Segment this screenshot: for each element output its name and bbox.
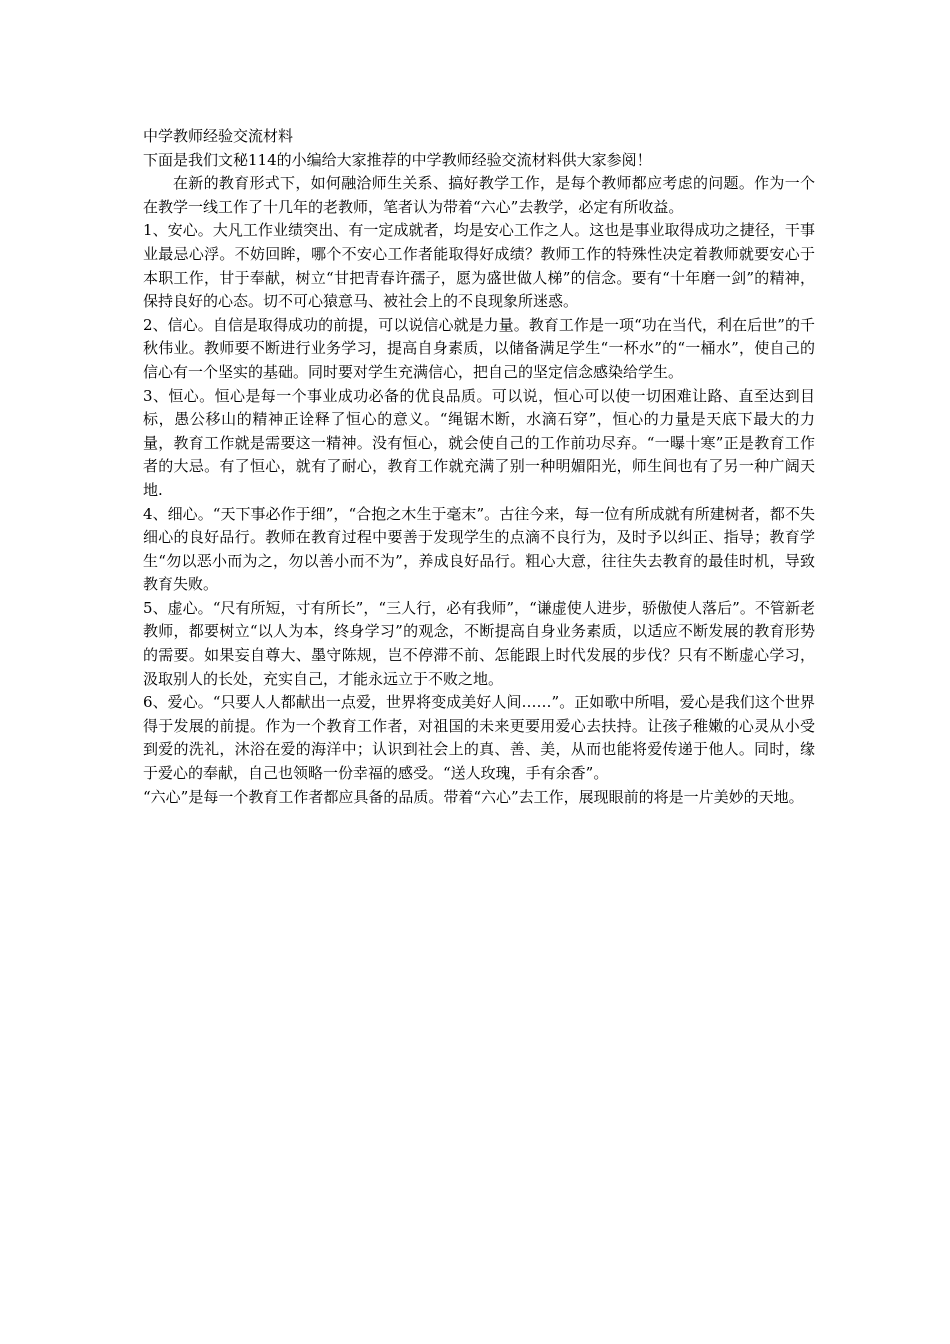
closing-paragraph: “六心”是每一个教育工作者都应具备的品质。带着“六心”去工作，展现眼前的将是一片美妙的天地。	[143, 787, 804, 806]
opening-paragraph: 在新的教育形式下，如何融洽师生关系、搞好教学工作，是每个教师都应考虑的问题。作为一个在教学一线工作了十几年的老教师，笔者认为带着“六心”去教学，必定有所收益。	[143, 174, 815, 216]
document-title: 中学教师经验交流材料	[143, 127, 294, 145]
document-body	[143, 125, 815, 809]
paragraph-xixin: 4、细心。“天下事必作于细”，“合抱之木生于毫末”。古往今来，每一位有所成就有所建树者，都不失细心的良好品行。教师在教育过程中要善于发现学生的点滴不良行为，及时予以纠正、指导；教育学生“勿以恶小而为之，勿以善小而不为”，养成良好品行。粗心大意，往往失去教育的最佳时机，导致教育失败。	[143, 504, 815, 594]
paragraph-xuxin: 5、虚心。“尺有所短，寸有所长”，“三人行，必有我师”，“谦虚使人进步，骄傲使人落后”。不管新老教师，都要树立“以人为本，终身学习”的观念，不断提高自身业务素质，以适应不断发展的教育形势的需要。如果妄自尊大、墨守陈规，岂不停滞不前、怎能跟上时代发展的步伐？只有不断虚心学习，汲取别人的长处，充实自己，才能永远立于不败之地。	[143, 598, 815, 688]
paragraph-anxin: 1、安心。大凡工作业绩突出、有一定成就者，均是安心工作之人。这也是事业取得成功之捷径，干事业最忌心浮。不妨回眸，哪个不安心工作者能取得好成绩？教师工作的特殊性决定着教师就要安心于本职工作，甘于奉献，树立“甘把青春许孺子，愿为盛世做人梯”的信念。要有“十年磨一剑”的精神，保持良好的心态。切不可心猿意马、被社会上的不良现象所迷惑。	[143, 221, 815, 311]
paragraph-xinxin: 2、信心。自信是取得成功的前提，可以说信心就是力量。教育工作是一项“功在当代，利在后世”的千秋伟业。教师要不断进行业务学习，提高自身素质，以储备满足学生“一杯水”的“一桶水”，使自己的信心有一个坚实的基础。同时要对学生充满信心，把自己的坚定信念感染给学生。	[143, 315, 815, 381]
paragraph-aixin: 6、爱心。“只要人人都献出一点爱，世界将变成美好人间……”。正如歌中所唱，爱心是我们这个世界得于发展的前提。作为一个教育工作者，对祖国的未来更要用爱心去扶持。让孩子稚嫩的心灵从小受到爱的洗礼，沐浴在爱的海洋中；认识到社会上的真、善、美，从而也能将爱传递于他人。同时，缘于爱心的奉献，自己也领略一份幸福的感受。“送人玫瑰，手有余香”。	[143, 693, 815, 783]
intro-line: 下面是我们文秘114的小编给大家推荐的中学教师经验交流材料供大家参阅！	[143, 150, 652, 169]
paragraph-hengxin: 3、恒心。恒心是每一个事业成功必备的优良品质。可以说，恒心可以使一切困难让路、直至达到目标，愚公移山的精神正诠释了恒心的意义。“绳锯木断，水滴石穿”，恒心的力量是天底下最大的力量，教育工作就是需要这一精神。没有恒心，就会使自己的工作前功尽弃。“一曝十寒”正是教育工作者的大忌。有了恒心，就有了耐心，教育工作就充满了别一种明媚阳光，师生间也有了另一种广阔天地.	[143, 386, 815, 499]
